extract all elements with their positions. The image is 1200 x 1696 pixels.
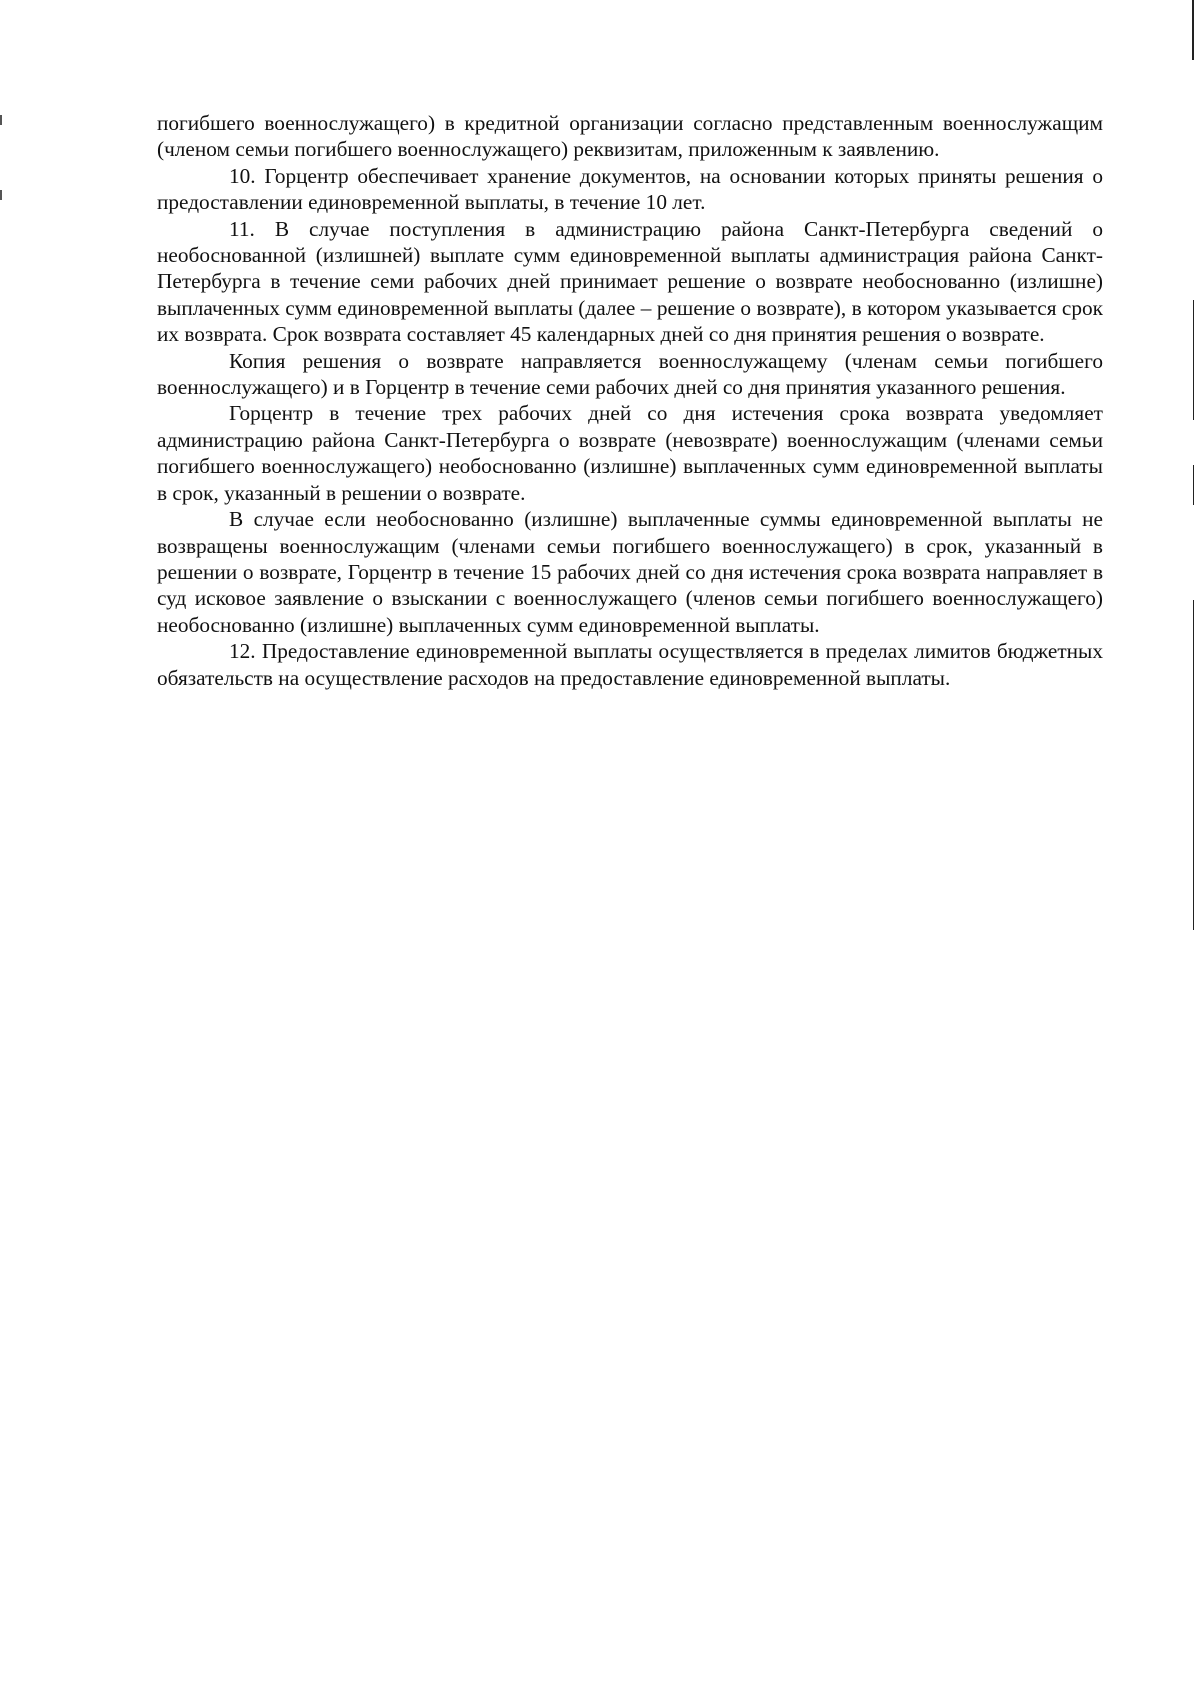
scan-edge-line [1192,0,1194,60]
paragraph-copy-of-decision: Копия решения о возврате направляется военнослужащему (членам семьи погибшего военнослужащего) и в Горцентр в течение семи рабочих дней со дня принятия указанного решения. [157,348,1103,400]
scan-edge-line [1193,600,1194,930]
paragraph-continuation: погибшего военнослужащего) в кредитной организации согласно представленным военнослужащим (членом семьи погибшего военнослужащего) реквизитам, приложенным к заявлению. [157,111,1103,162]
paragraph-notification: Горцентр в течение трех рабочих дней со дня истечения срока возврата уведомляет администрацию района Санкт-Петербурга о возврате (невозврате) военнослужащим (членами семьи погибшего военнослужащего) необоснованно (излишне) выплаченных сумм единовременной выплаты в срок, указанный в решении о возврате. [157,401,1103,505]
document-body [157,110,1103,691]
paragraph-item-12: 12. Предоставление единовременной выплаты осуществляется в пределах лимитов бюджетных обязательств на осуществление расходов на предоставление единовременной выплаты. [157,639,1103,690]
scan-edge-line [0,190,2,200]
scan-edge-line [1193,300,1194,420]
scan-edge-line [0,115,2,125]
scan-edge-line [1193,465,1194,505]
paragraph-item-11: 11. В случае поступления в администрацию района Санкт-Петербурга сведений о необоснованной (излишней) выплате сумм единовременной выплаты администрация района Санкт-Петербурга в течение семи рабочих дней принимает решение о возврате необоснованно (излишне) выплаченных сумм единовременной выплаты (далее – решение о возврате), в котором указывается срок их возврата. Срок возврата составляет 45 календарных дней со дня принятия решения о возврате. [157,216,1103,347]
paragraph-item-10: 10. Горцентр обеспечивает хранение документов, на основании которых приняты решения о предоставлении единовременной выплаты, в течение 10 лет. [157,163,1103,215]
paragraph-court-claim: В случае если необоснованно (излишне) выплаченные суммы единовременной выплаты не возвращены военнослужащим (членами семьи погибшего военнослужащего) в срок, указанный в решении о возврате, Горцентр в течение 15 рабочих дней со дня истечения срока возврата направляет в суд исковое заявление о взыскании с военнослужащего (членов семьи погибшего военнослужащего) необоснованно (излишне) выплаченных сумм единовременной выплаты. [157,507,1103,637]
